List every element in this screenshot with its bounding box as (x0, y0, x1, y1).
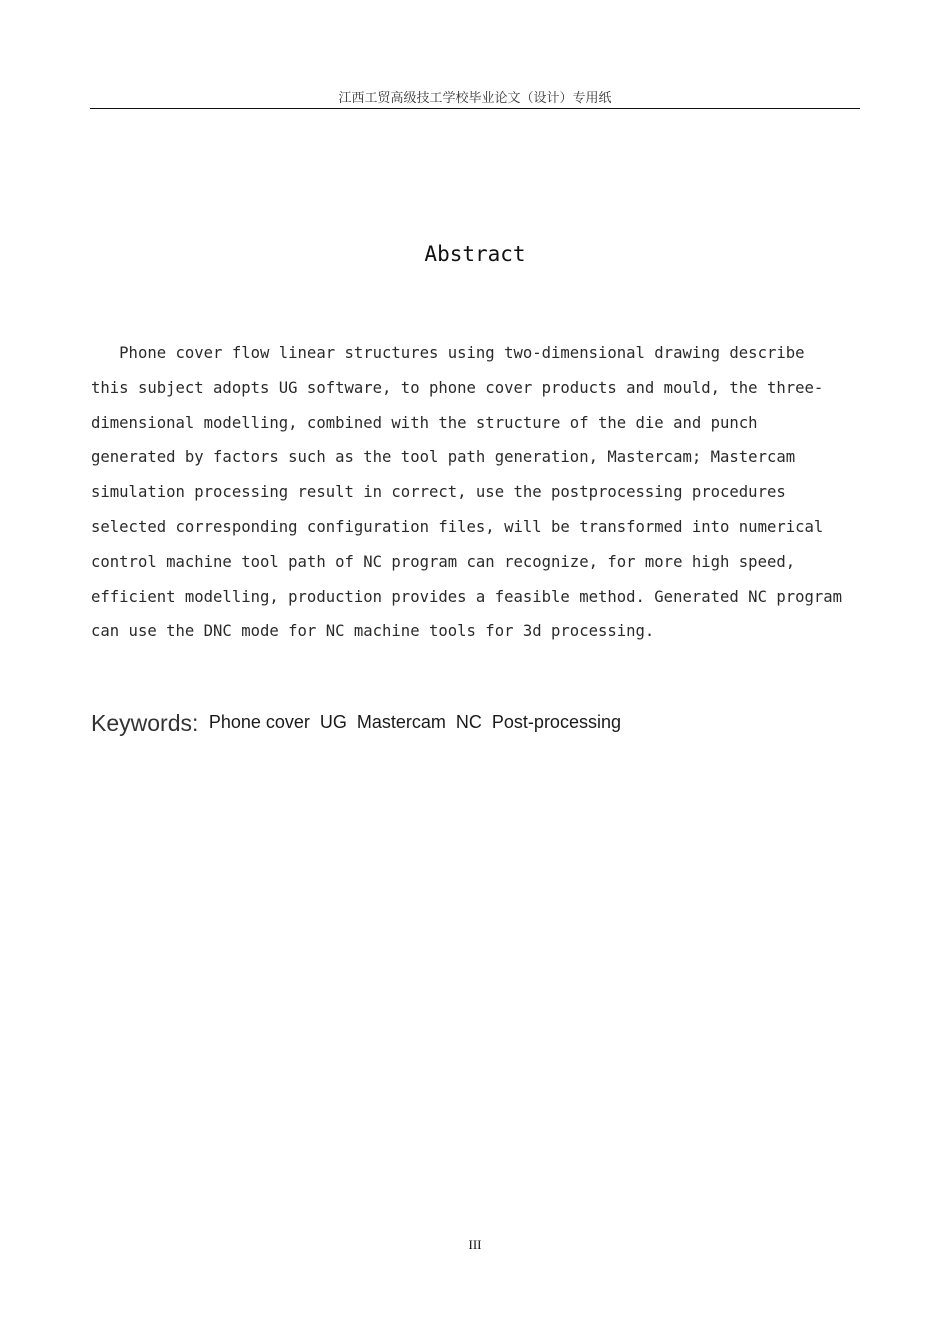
abstract-line: control machine tool path of NC program can recognize, for more high speed, (91, 552, 796, 571)
abstract-line: selected corresponding configuration files, will be transformed into numerical (91, 517, 824, 536)
abstract-line: efficient modelling, production provides a feasible method. Generated NC program (91, 587, 843, 606)
abstract-line: Phone cover flow linear structures using two-dimensional drawing describe (91, 344, 805, 362)
abstract-line: dimensional modelling, combined with the structure of the die and punch (91, 413, 758, 432)
keywords-values: Phone cover UG Mastercam NC Post-processing (208, 712, 621, 732)
abstract-line: can use the DNC mode for NC machine tools for 3d processing. (91, 622, 655, 641)
abstract-line: this subject adopts UG software, to phone cover products and mould, the three- (91, 378, 824, 397)
keywords-label: Keywords: (91, 710, 199, 736)
abstract-body (91, 336, 866, 649)
abstract-line: generated by factors such as the tool path generation, Mastercam; Mastercam (91, 448, 796, 467)
page-number: III (468, 1237, 482, 1252)
abstract-title: Abstract (424, 242, 526, 266)
page-header: 江西工贸高级技工学校毕业论文（设计）专用纸 (90, 90, 860, 109)
keywords-section (91, 710, 621, 737)
abstract-line: simulation processing result in correct, use the postprocessing procedures (91, 483, 786, 502)
